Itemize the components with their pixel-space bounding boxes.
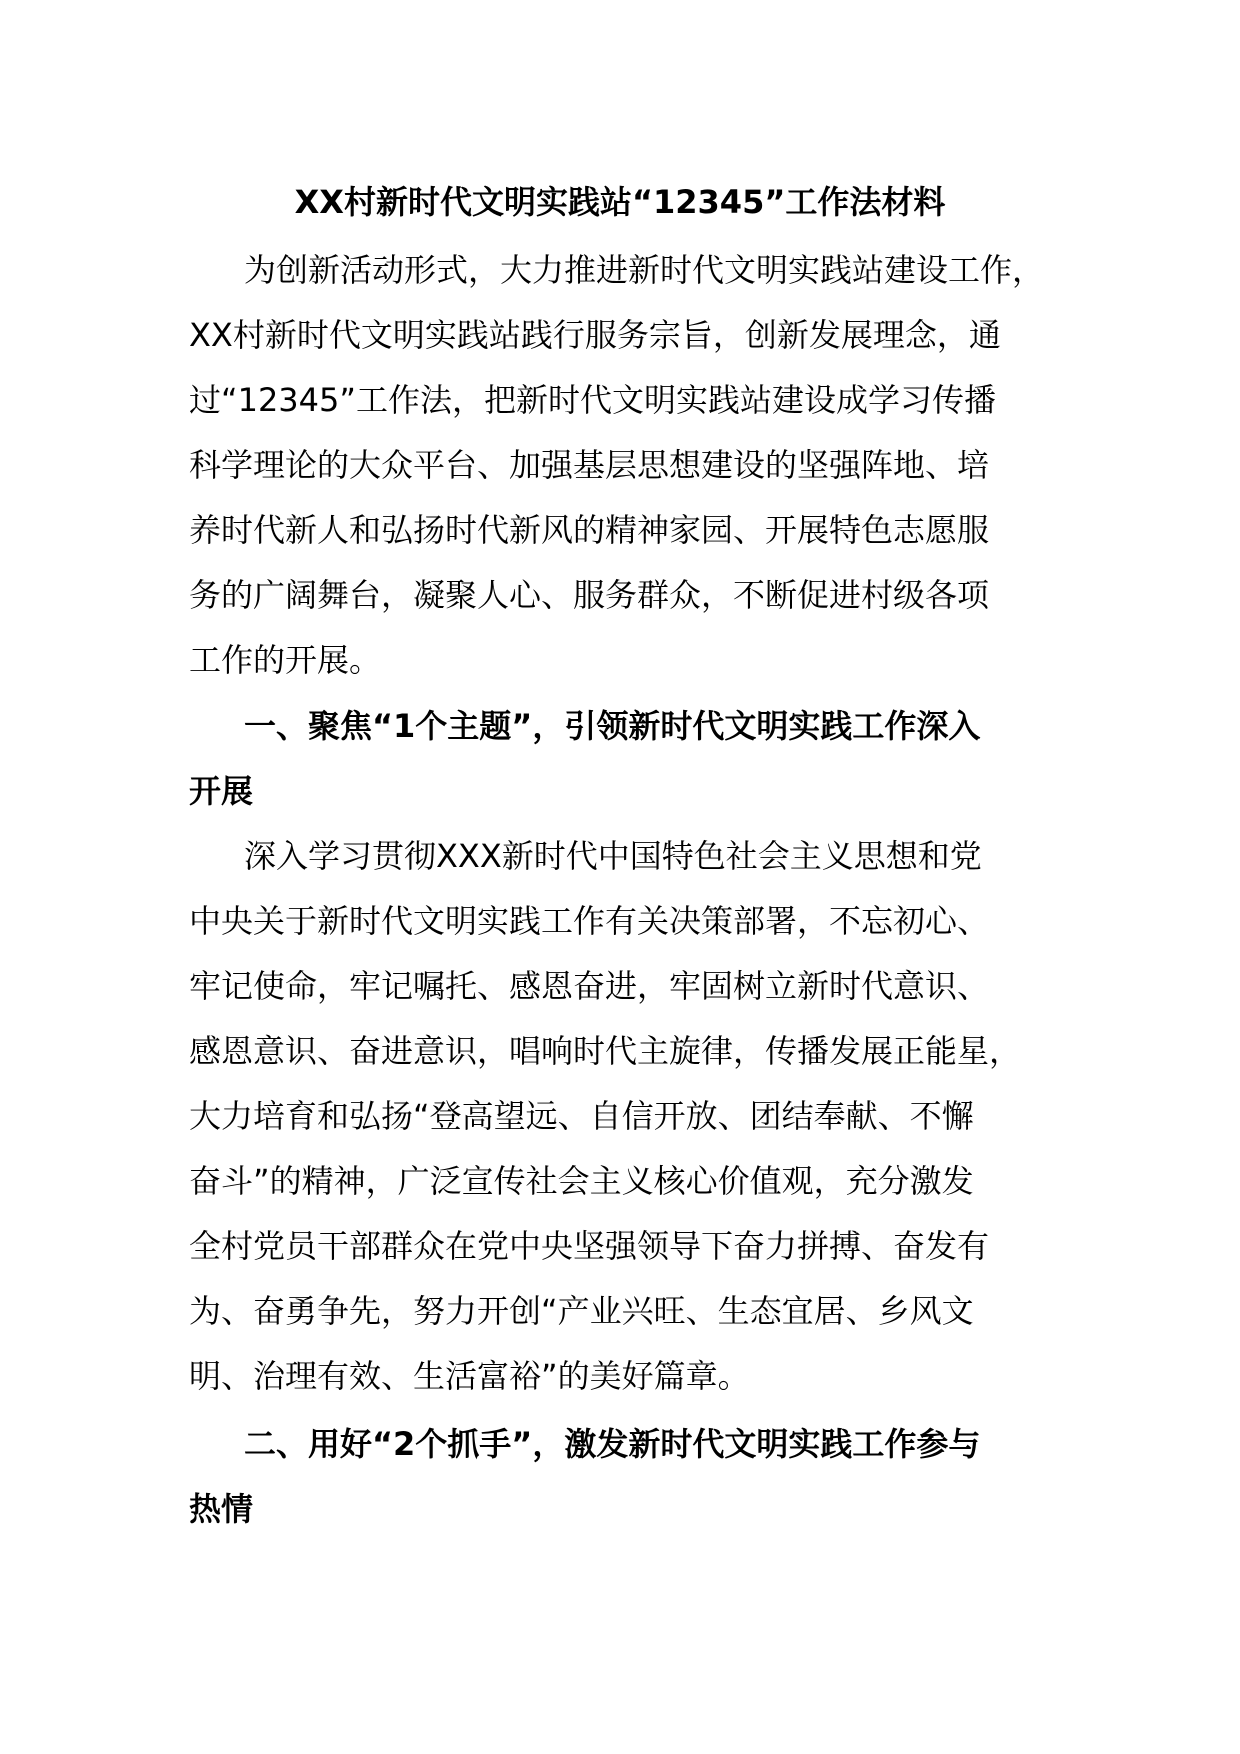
paragraph-line: 中央关于新时代文明实践工作有关决策部署，不忘初心、 xyxy=(189,902,990,940)
paragraph-line: 过“12345”工作法，把新时代文明实践站建设成学习传播 xyxy=(189,381,996,419)
paragraph-line: 深入学习贯彻XXX新时代中国特色社会主义思想和党 xyxy=(244,837,982,875)
section-1-heading xyxy=(189,694,1069,824)
paragraph-line: 全村党员干部群众在党中央坚强领导下奋力拼搏、奋发有 xyxy=(189,1227,990,1265)
document-title: XX村新时代文明实践站“12345”工作法材料 xyxy=(294,183,946,221)
paragraph-line: 务的广阔舞台，凝聚人心、服务群众，不断促进村级各项 xyxy=(189,576,990,614)
paragraph-line: 感恩意识、奋进意识，唱响时代主旋律，传播发展正能星， xyxy=(189,1032,1022,1070)
section-1-paragraph xyxy=(189,824,1069,1409)
paragraph-line: 大力培育和弘扬“登高望远、自信开放、团结奉献、不懈 xyxy=(189,1097,974,1135)
paragraph-line: 科学理论的大众平台、加强基层思想建设的坚强阵地、培 xyxy=(189,446,990,484)
heading-line: 一、聚焦“1个主题”，引领新时代文明实践工作深入 xyxy=(244,707,981,745)
heading-line: 热情 xyxy=(189,1490,254,1528)
paragraph-line: 奋斗”的精神，广泛宣传社会主义核心价值观，充分激发 xyxy=(189,1162,974,1200)
paragraph-line: 为、奋勇争先，努力开创“产业兴旺、生态宜居、乡风文 xyxy=(189,1292,974,1330)
paragraph-line: XX村新时代文明实践站践行服务宗旨，创新发展理念，通 xyxy=(189,316,1001,354)
paragraph-line: 养时代新人和弘扬时代新风的精神家园、开展特色志愿服 xyxy=(189,511,990,549)
paragraph-line: 明、治理有效、生活富裕”的美好篇章。 xyxy=(189,1357,750,1395)
intro-paragraph xyxy=(189,238,1069,693)
heading-line: 二、用好“2个抓手”，激发新时代文明实践工作参与 xyxy=(244,1425,981,1463)
section-2-heading xyxy=(189,1412,1069,1542)
paragraph-line: 牢记使命，牢记嘱托、感恩奋进，牢固树立新时代意识、 xyxy=(189,967,990,1005)
paragraph-line: 为创新活动形式，大力推进新时代文明实践站建设工作， xyxy=(244,251,1045,289)
paragraph-line: 工作的开展。 xyxy=(189,641,382,679)
heading-line: 开展 xyxy=(189,772,254,810)
